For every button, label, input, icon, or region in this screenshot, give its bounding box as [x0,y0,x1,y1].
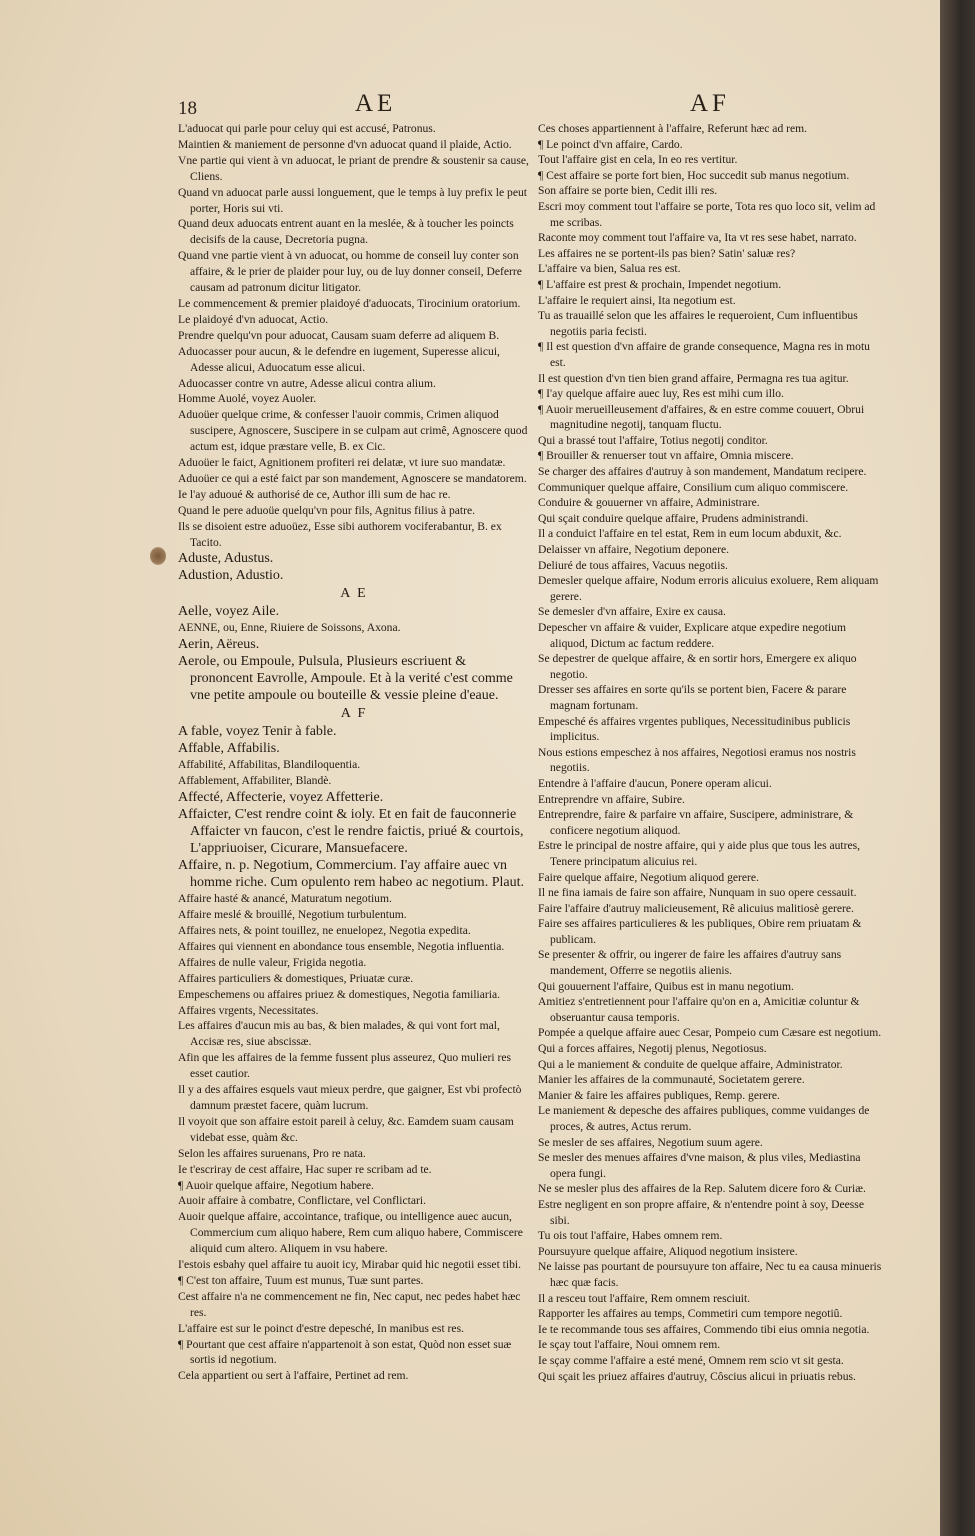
dictionary-entry: AENNE, ou, Enne, Riuiere de Soissons, Axona. [178,621,401,635]
dictionary-entry: I'estois esbahy quel affaire tu auoit icy, Mirabar quid hic negotii esset tibi. [178,1258,522,1272]
dictionary-entry: L'affaire va bien, Salua res est. [538,262,681,276]
dictionary-entry: Quand vn aduocat parle aussi longuement, que le temps à luy prefix le peut porter, Horis sui vti. [178,185,527,215]
dictionary-entry: Maintien & maniement de personne d'vn aduocat quand il plaide, Actio. [178,137,512,151]
dictionary-entry: Quand vne partie vient à vn aduocat, ou homme de conseil luy conter son affaire, & le prier de plaider pour luy, ou de luy donner conseil, Deferre causam ad patronum dicitur litigator. [178,249,522,295]
dictionary-entry: L'affaire est sur le poinct d'estre depesché, In manibus est res. [178,1321,464,1335]
dictionary-headword: Aduste, Adustus. [178,551,274,567]
dictionary-entry: Depescher vn affaire & vuider, Explicare atque expedire negotium aliquod, Dictum ac factum reddere. [538,621,847,650]
dictionary-entry: Faire quelque affaire, Negotium aliquod gerere. [538,870,759,884]
dictionary-entry: Estre le principal de nostre affaire, qui y aide plus que tous les autres, Tenere principatum alicuius rei. [538,839,861,868]
right-column [538,121,884,1384]
dictionary-entry: Il est question d'vn tien bien grand affaire, Permagna res tua agitur. [538,371,849,385]
running-head-left: AE [355,90,397,117]
dictionary-entry: Manier les affaires de la communauté, Societatem gerere. [538,1073,805,1087]
dictionary-entry: Tu ois tout l'affaire, Habes omnem rem. [538,1229,723,1243]
dictionary-entry: Affaires qui viennent en abondance tous ensemble, Negotia influentia. [178,939,505,953]
dictionary-headword: Adustion, Adustio. [178,568,284,584]
dictionary-entry: Auoir quelque affaire, accointance, trafique, ou intelligence auec aucun, Commercium cum aliquo habere, Rem cum aliquo habere, Commiscere aliquid cum altero. Aliquem in vsu habere. [178,1210,523,1256]
dictionary-entry: Cest affaire n'a ne commencement ne fin, Nec caput, nec pedes habet hæc res. [178,1289,521,1319]
left-column [178,121,530,1384]
dictionary-entry: Ie sçay comme l'affaire a esté mené, Omnem rem scio vt sit gesta. [538,1353,844,1367]
dictionary-entry: Afin que les affaires de la femme fussent plus asseurez, Quo mulieri res esset cautior. [178,1051,511,1081]
dictionary-entry: Conduire & gouuerner vn affaire, Administrare. [538,496,760,510]
dictionary-entry: Les affaires ne se portent-ils pas bien? Satin' saluæ res? [538,246,796,260]
section-heading: A E [340,586,368,602]
dictionary-entry: ¶ Brouiller & renuerser tout vn affaire, Omnia miscere. [538,449,794,463]
dictionary-headword: Aerole, ou Empoule, Pulsula, Plusieurs escriuent & prononcent Eavrolle, Ampoule. Et à la verité c'est comme vne petite ampoule ou bouteille & vessie pleine d'eaue. [178,654,513,704]
section-heading: A F [340,706,368,722]
dictionary-entry: Aduoüer ce qui a esté faict par son mandement, Agnoscere se mandatorem. [178,471,527,485]
dictionary-entry: Aduoüer quelque crime, & confesser l'auoir commis, Crimen aliquod suscipere, Agnoscere, Suscipere in se culpam aut crimê, Agnoscere quod actum est, idque præstare velle, B. ex Cic. [178,408,528,454]
dictionary-entry: Dresser ses affaires en sorte qu'ils se portent bien, Facere & parare magnam fortunam. [538,683,847,712]
dictionary-entry: Affaire hasté & anancé, Maturatum negotium. [178,892,392,906]
dictionary-entry: ¶ Pourtant que cest affaire n'appartenoit à son estat, Quòd non esset suæ sortis id negotium. [178,1337,512,1367]
dictionary-entry: Ie l'ay aduoué & authorisé de ce, Author illi sum de hac re. [178,487,451,501]
dictionary-entry: Quand le pere aduoüe quelqu'vn pour fils, Agnitus filius à patre. [178,503,476,517]
dictionary-headword: Affable, Affabilis. [178,741,280,757]
dictionary-entry: Se depestrer de quelque affaire, & en sortir hors, Emergere ex aliquo negotio. [538,652,857,681]
dictionary-entry: Le maniement & depesche des affaires publiques, comme vuidanges de proces, & autres, Actus rerum. [538,1104,870,1133]
dictionary-headword: Affaire, n. p. Negotium, Commercium. I'ay affaire auec vn homme riche. Cum opulento rem habeo ac negotium. Plaut. [178,858,524,891]
dictionary-entry: Pompée a quelque affaire auec Cesar, Pompeio cum Cæsare est negotium. [538,1026,882,1040]
dictionary-entry: Se mesler des menues affaires d'vne maison, & plus viles, Mediastina opera fungi. [538,1151,861,1180]
dictionary-entry: Estre negligent en son propre affaire, & n'entendre point à soy, Deesse sibi. [538,1197,864,1227]
dictionary-entry: Auoir affaire à combatre, Conflictare, vel Conflictari. [178,1194,426,1208]
dictionary-entry: Quand deux aduocats entrent auant en la meslée, & à toucher les poincts decisifs de la cause, Decretoria pugna. [178,217,514,247]
dictionary-headword: Aerin, Aëreus. [178,637,260,653]
dictionary-entry: Vne partie qui vient à vn aduocat, le priant de prendre & soustenir sa cause, Cliens. [178,153,529,183]
dictionary-entry: Aduocasser pour aucun, & le defendre en iugement, Superesse alicui, Adesse alicui, Aduocatum esse alicui. [178,344,500,374]
dictionary-entry: Entreprendre vn affaire, Subire. [538,792,685,806]
dictionary-entry: ¶ L'affaire est prest & prochain, Impendet negotium. [538,277,782,291]
dictionary-entry: Se demesler d'vn affaire, Exire ex causa. [538,605,726,619]
dictionary-entry: ¶ Auoir quelque affaire, Negotium habere. [178,1178,374,1192]
dictionary-entry: Qui a le maniement & conduite de quelque affaire, Administrator. [538,1057,843,1071]
dictionary-entry: Les affaires d'aucun mis au bas, & bien malades, & qui vont fort mal, Accisæ res, siue abscissæ. [178,1019,500,1049]
dictionary-headword: Affaicter, C'est rendre coint & ioly. Et en fait de fauconnerie Affaicter vn faucon, c'est le rendre faictis, priué & courtois, L'appriuoiser, Cicurare, Mansuefacere. [178,807,524,857]
dictionary-entry: Ils se disoient estre aduoüez, Esse sibi authorem vociferabantur, B. ex Tacito. [178,519,502,549]
dictionary-entry: Affaires nets, & point touillez, ne enuelopez, Negotia expedita. [178,924,471,937]
dictionary-entry: Manier & faire les affaires publiques, Remp. gerere. [538,1088,780,1102]
dictionary-entry: Selon les affaires suruenans, Pro re nata. [178,1146,366,1160]
dictionary-entry: L'affaire le requiert ainsi, Ita negotium est. [538,293,736,307]
dictionary-entry: Affaires particuliers & domestiques, Priuatæ curæ. [178,971,414,985]
dictionary-entry: Il voyoit que son affaire estoit pareil à celuy, &c. Eamdem suam causam videbat esse, quàm &c. [178,1114,514,1144]
dictionary-entry: Demesler quelque affaire, Nodum erroris alicuius exoluere, Rem aliquam gerere. [538,574,879,603]
dictionary-entry: Ie t'escriray de cest affaire, Hac super re scribam ad te. [178,1162,432,1176]
dictionary-entry: Escri moy comment tout l'affaire se porte, Tota res quo loco sit, velim ad me scribas. [538,199,876,229]
dictionary-entry: Son affaire se porte bien, Cedit illi res. [538,184,718,198]
dictionary-entry: Qui a forces affaires, Negotij plenus, Negotiosus. [538,1042,767,1056]
dictionary-entry: Qui gouuernent l'affaire, Quibus est in manu negotium. [538,979,794,993]
dictionary-entry: Il ne fina iamais de faire son affaire, Nunquam in suo opere cessauit. [538,886,857,900]
dictionary-entry: Raconte moy comment tout l'affaire va, Ita vt res sese habet, narrato. [538,231,857,245]
dictionary-entry: Affabilité, Affabilitas, Blandiloquentia. [178,758,361,772]
dictionary-entry: Ces choses appartiennent à l'affaire, Referunt hæc ad rem. [538,122,808,135]
dictionary-entry: Rapporter les affaires au temps, Commetiri cum tempore negotiû. [538,1307,843,1321]
dictionary-entry: Ie te recommande tous ses affaires, Commendo tibi eius omnia negotia. [538,1322,870,1336]
dictionary-entry: Se presenter & offrir, ou ingerer de faire les affaires d'autruy sans mandement, Offerre se negotiis alienis. [538,948,842,978]
dictionary-entry: Tout l'affaire gist en cela, In eo res vertitur. [538,153,738,167]
dictionary-headword: A fable, voyez Tenir à fable. [178,724,337,740]
dictionary-entry: Delaisser vn affaire, Negotium deponere. [538,543,730,557]
dictionary-entry: Il a resceu tout l'affaire, Rem omnem resciuit. [538,1291,751,1305]
dictionary-entry: Se charger des affaires d'autruy à son mandement, Mandatum recipere. [538,465,867,479]
page-edge-shadow [940,0,975,1536]
dictionary-entry: Le plaidoyé d'vn aduocat, Actio. [178,312,329,326]
dictionary-entry: Ie sçay tout l'affaire, Noui omnem rem. [538,1338,721,1352]
dictionary-entry: Tu as trauaillé selon que les affaires le requeroient, Cum influentibus negotiis paria fecisti. [538,309,858,338]
dictionary-entry: Entreprendre, faire & parfaire vn affaire, Suscipere, administrare, & conficere negotium aliquod. [538,808,854,837]
dictionary-entry: Il a conduict l'affaire en tel estat, Rem in eum locum abduxit, &c. [538,527,842,541]
dictionary-entry: ¶ Le poinct d'vn affaire, Cardo. [538,137,683,151]
dictionary-entry: Empesché és affaires vrgentes publiques, Necessitudinibus publicis implicitus. [538,714,851,744]
dictionary-entry: Homme Auolé, voyez Auoler. [178,392,317,406]
dictionary-entry: Cela appartient ou sert à l'affaire, Pertinet ad rem. [178,1369,409,1383]
dictionary-entry: ¶ Cest affaire se porte fort bien, Hoc succedit sub manus negotium. [538,168,850,182]
dictionary-entry: Affaires vrgents, Necessitates. [178,1003,319,1017]
dictionary-entry: Communiquer quelque affaire, Consilium cum aliquo commiscere. [538,480,849,494]
ink-stain [150,547,166,565]
running-head-right: AF [690,90,730,117]
dictionary-entry: Entendre à l'affaire d'aucun, Ponere operam alicui. [538,776,772,790]
dictionary-entry: Affaires de nulle valeur, Frigida negotia. [178,955,367,969]
dictionary-entry: Il y a des affaires esquels vaut mieux perdre, que gaigner, Est vbi profectò damnum præstet facere, quàm lucrum. [178,1083,522,1112]
dictionary-entry: Qui a brassé tout l'affaire, Totius negotij conditor. [538,433,768,447]
dictionary-headword: Affecté, Affecterie, voyez Affetterie. [178,790,384,806]
page-number: 18 [178,98,197,119]
dictionary-entry: ¶ Il est question d'vn affaire de grande consequence, Magna res in motu est. [538,340,870,369]
dictionary-entry: Amitiez s'entretiennent pour l'affaire qu'on en a, Amicitiæ coluntur & obseruantur causa temporis. [538,995,860,1024]
dictionary-entry: Affablement, Affabiliter, Blandè. [178,774,332,788]
dictionary-entry: L'aduocat qui parle pour celuy qui est accusé, Patronus. [178,122,436,135]
dictionary-entry: Faire l'affaire d'autruy malicieusement, Rê alicuius malitiosè gerere. [538,901,854,915]
dictionary-entry: Faire ses affaires particulieres & les publiques, Obire rem priuatam & publicam. [538,917,862,946]
dictionary-entry: Deliuré de tous affaires, Vacuus negotiis. [538,558,728,572]
dictionary-entry: Affaire meslé & brouillé, Negotium turbulentum. [178,908,407,922]
dictionary-entry: Poursuyure quelque affaire, Aliquod negotium insistere. [538,1244,798,1258]
dictionary-entry: Le commencement & premier plaidoyé d'aduocats, Tirocinium oratorium. [178,296,521,310]
dictionary-entry: Aduocasser contre vn autre, Adesse alicui contra alium. [178,376,436,390]
dictionary-entry: Ne se mesler plus des affaires de la Rep. Salutem dicere foro & Curiæ. [538,1182,866,1196]
dictionary-entry: Nous estions empeschez à nos affaires, Negotiosi eramus nos nostris negotiis. [538,745,856,775]
dictionary-entry: Qui sçait conduire quelque affaire, Prudens administrandi. [538,511,809,525]
dictionary-entry: Prendre quelqu'vn pour aduocat, Causam suam deferre ad aliquem B. [178,328,500,342]
dictionary-entry: ¶ Auoir merueilleusement d'affaires, & en estre comme couuert, Obrui magnitudine negotij, tanquam fluctu. [538,402,865,432]
dictionary-entry: ¶ I'ay quelque affaire auec luy, Res est mihi cum illo. [538,387,784,401]
dictionary-headword: Aelle, voyez Aile. [178,604,280,620]
dictionary-entry: Qui sçait les priuez affaires d'autruy, Côscius alicui in priuatis rebus. [538,1369,856,1383]
dictionary-entry: ¶ C'est ton affaire, Tuum est munus, Tuæ sunt partes. [178,1273,424,1287]
dictionary-entry: Empeschemens ou affaires priuez & domestiques, Negotia familiaria. [178,987,501,1001]
dictionary-entry: Se mesler de ses affaires, Negotium suum agere. [538,1135,763,1149]
dictionary-entry: Ne laisse pas pourtant de poursuyure ton affaire, Nec tu ea causa minueris hæc quæ facis. [538,1260,882,1289]
dictionary-entry: Aduoüer le faict, Agnitionem profiteri rei delatæ, vt iure suo mandatæ. [178,456,506,470]
